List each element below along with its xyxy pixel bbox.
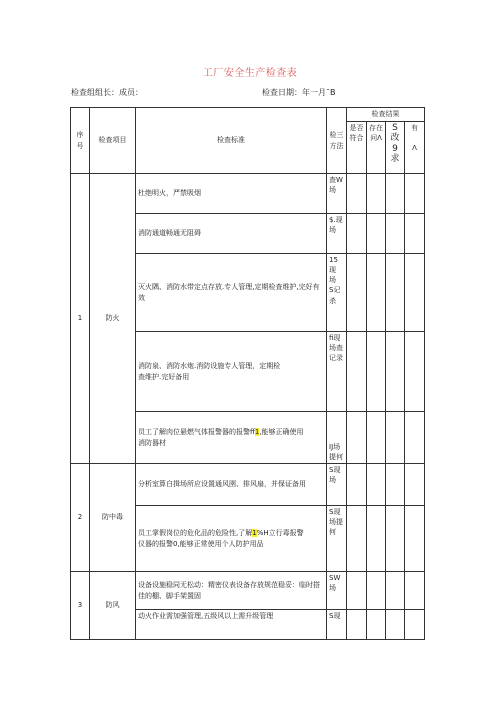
check-cell[interactable] xyxy=(347,214,367,254)
check-cell[interactable] xyxy=(405,254,425,332)
header-rectify: S 改 9 求 xyxy=(386,122,405,174)
standard-cell: 员工掌假岗位的危化品的危险性,了解1%H立行毒报警 仪器的报警0,能够正常使用个人防护用品 xyxy=(136,506,327,572)
page-title: 工厂安全生产检查表 xyxy=(202,68,298,79)
method-cell: S现 场提 何 xyxy=(327,506,347,572)
check-cell[interactable] xyxy=(386,464,405,506)
header-item: 检查项目 xyxy=(90,108,136,174)
check-cell[interactable] xyxy=(367,464,386,506)
check-cell[interactable] xyxy=(367,506,386,572)
check-cell[interactable] xyxy=(347,412,367,464)
highlight-mark: f1 xyxy=(254,428,260,437)
header-row-1 xyxy=(71,108,425,122)
standard-cell: 员工了解肉位悬燃气体报警器的报警ff1,能够正确使用 消防器材 xyxy=(136,412,327,464)
standard-cell: 消防泉、消防水炮.消防设施专人管理，定期检 查维护.完好备用 xyxy=(136,332,327,412)
group-item: 防风 xyxy=(90,572,136,640)
check-cell[interactable] xyxy=(405,174,425,214)
method-cell: $.现 场 xyxy=(327,214,347,254)
header-other: 有 Λ xyxy=(405,122,425,174)
check-cell[interactable] xyxy=(367,174,386,214)
header-compliant: 是否 符合 xyxy=(347,122,367,174)
check-cell[interactable] xyxy=(405,464,425,506)
standard-cell: 分析室算白揖场所应设置通风圉、排风扇，并保证备用 xyxy=(136,464,327,506)
header-seq: 序 号 xyxy=(71,108,90,174)
check-cell[interactable] xyxy=(367,610,386,640)
check-cell[interactable] xyxy=(386,332,405,412)
check-cell[interactable] xyxy=(347,332,367,412)
check-cell[interactable] xyxy=(347,254,367,332)
check-cell[interactable] xyxy=(347,506,367,572)
group-item: 防中毒 xyxy=(90,464,136,572)
inspection-table xyxy=(70,107,425,640)
standard-cell: 消防通道畅通无阻碍 xyxy=(136,214,327,254)
group-seq: 2 xyxy=(71,464,90,572)
check-cell[interactable] xyxy=(386,412,405,464)
standard-cell: 杜绝明火，严禁吸烟 xyxy=(136,174,327,214)
check-cell[interactable] xyxy=(386,506,405,572)
group-seq: 1 xyxy=(71,174,90,464)
highlight-mark: 1 xyxy=(252,529,257,538)
check-cell[interactable] xyxy=(405,214,425,254)
check-cell[interactable] xyxy=(386,174,405,214)
header-result-group: 检查结果 xyxy=(347,108,425,122)
header-method: 检三 方法 xyxy=(327,108,347,174)
table-row xyxy=(71,572,425,610)
check-cell[interactable] xyxy=(367,254,386,332)
group-item: 防火 xyxy=(90,174,136,464)
check-cell[interactable] xyxy=(405,610,425,640)
check-cell[interactable] xyxy=(367,214,386,254)
method-cell: 查W 场 xyxy=(327,174,347,214)
check-cell[interactable] xyxy=(405,572,425,610)
standard-cell: 灭火隅、消防水带定点存放.专人管理,定期检查维护,完好有效 xyxy=(136,254,327,332)
method-cell: fi现 场查 记录 xyxy=(327,332,347,412)
inspection-date-label: 检查日期：年一月¯B xyxy=(262,88,336,97)
check-cell[interactable] xyxy=(367,572,386,610)
method-cell: S现 场 xyxy=(327,464,347,506)
check-cell[interactable] xyxy=(386,572,405,610)
check-cell[interactable] xyxy=(405,412,425,464)
check-cell[interactable] xyxy=(405,506,425,572)
check-cell[interactable] xyxy=(405,332,425,412)
check-cell[interactable] xyxy=(347,572,367,610)
method-cell: SW 场 xyxy=(327,572,347,610)
check-cell[interactable] xyxy=(347,610,367,640)
method-cell: S现 xyxy=(327,610,347,640)
table-row xyxy=(71,174,425,214)
method-cell: IJ场 提何 xyxy=(327,412,347,464)
check-cell[interactable] xyxy=(347,174,367,214)
standard-cell: 动火作业需加强管理,五级风以上需升级管理 xyxy=(136,610,327,640)
group-seq: 3 xyxy=(71,572,90,640)
standard-cell: 设备设施稳同无松动：精密仪表设备存放规范稳妥：临时搭佳的棚、脚手架置固 xyxy=(136,572,327,610)
check-cell[interactable] xyxy=(386,214,405,254)
table-row xyxy=(71,464,425,506)
inspection-team-label: 检查组组长：成员： xyxy=(71,88,143,97)
header-standard: 检查标准 xyxy=(136,108,327,174)
check-cell[interactable] xyxy=(386,254,405,332)
method-cell: 15现 场 S记 杀 xyxy=(327,254,347,332)
check-cell[interactable] xyxy=(386,610,405,640)
check-cell[interactable] xyxy=(347,464,367,506)
check-cell[interactable] xyxy=(367,332,386,412)
check-cell[interactable] xyxy=(367,412,386,464)
header-issues: 存在 问Λ xyxy=(367,122,386,174)
